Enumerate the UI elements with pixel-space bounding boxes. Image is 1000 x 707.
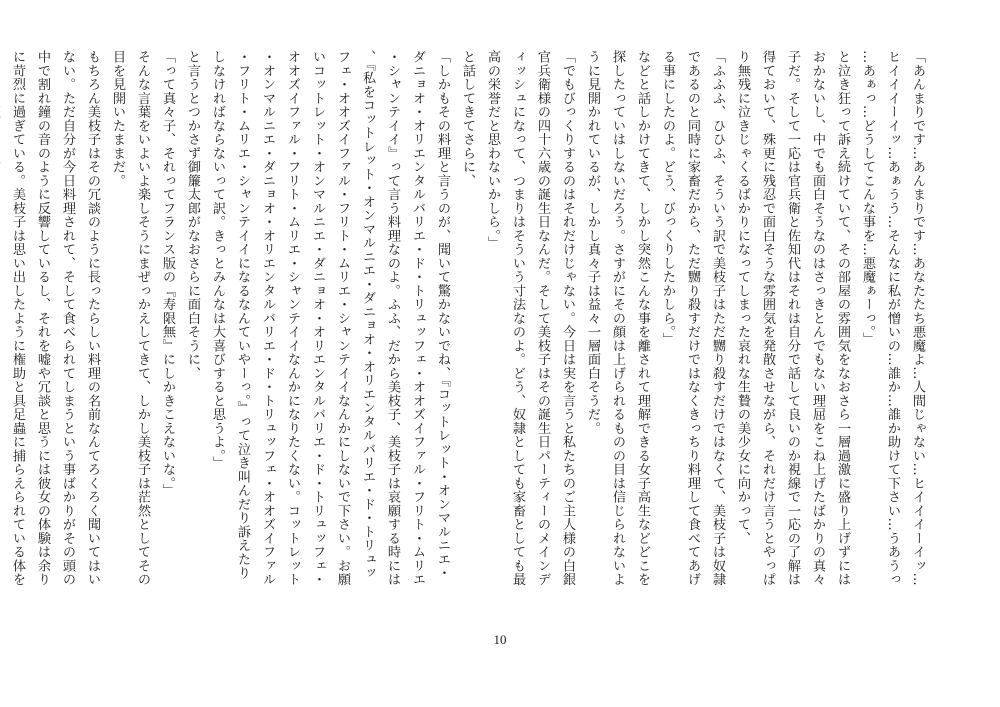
paragraph: もちろん美枝子はその冗談のように長ったらしい料理の名前なんてろくろく聞いてはいない。ただ自分が今日料理されて、そして食べられてしまうという事ばかりがその頭の中で割れ鐘の音のように反響しているし、それを嘘や冗談と思うには彼女の体験は余りに苛烈に過ぎている。美枝子は思い出したように権助と具足蟲に捕らえられている体を (10, 50, 100, 587)
paragraph: 「でもびっくりするのはそれだけじゃない。今日は実を言うと私たちのご主人様の白銀官兵衛様の四十六歳の誕生日なんだ。そして美枝子はその誕生日パーティーのメインディッシュになって、つまりはそういう寸法なのよ。どう、奴隷としても家畜としても最高の栄誉だと思わないかしら。」 (485, 50, 575, 587)
paragraph: などと話しかけてきて、しかし突然こんな事を離されて理解できる女子高生などどこを探したっていはしないだろう。さすがにその顔は上げられるものの目は信じられないように見開かれているが、しかし真々子は益々一層面白そうだ。 (585, 50, 650, 587)
vertical-text-body (10, 50, 930, 590)
paragraph: と泣き狂って訴え続けていて、その部屋の雰囲気をなおさら一層過激に盛り上げずにはおかないし、中でも面白そうなのはさっきとんでもない理屈をこね上げたばかりの真々子だ。そして一応は官兵衛と佐知代はそれは自分で話して良いのか視線で一応の了解は得ておいて、殊更に残忍で面白そうな雰囲気を発散させながら、それだけ言うとやっぱり無残に泣きじゃくるばかりになってしまった哀れな生贄の美少女に向かって、 (735, 50, 850, 587)
paragraph: 「って真々子、それってフランス版の『寿限無』にしかきこえないな。」 (160, 50, 175, 498)
paragraph: と言うとつかさず御簾太郎がなおさらに面白そうに、 (185, 50, 200, 380)
page-number: 10 (493, 632, 507, 647)
paragraph: と話してきてさらに、 (460, 50, 475, 188)
paragraph: そんな言葉をいよいよ楽しそうにまぜっかえしてきて、しかし美枝子は茫然としてその目を見開いたままだ。 (110, 50, 150, 587)
paragraph: 「ふふふ、ひひふ、そういう訳で美枝子はただ嬲り殺すだけではなくて、美枝子は奴隷であるのと同時に家畜だから、ただ嬲り殺すだけではなくきっちり料理して食べてあげる事にしたのよ。どう、びっくりしたかしら。」 (660, 50, 725, 587)
paragraph: 「しかもその料理と言うのが、聞いて驚かないでね、『コットレット・オンマルニエ・ダニョオ・オリエンタルバリエ・ド・トリュッフェ・オオズイファル・フリト・ムリエ・シャンテイイ』って言う料理なのよ。ふふ、だから美枝子、美枝子は哀願する時には、『私をコットレット・オンマルニエ・ダニョオ・オリエンタルバリエ・ド・トリュッフェ・オオズイファル・フリト・ムリエ・シャンテイイなんかにしないで下さい。お願いコットレット・オンマルニエ・ダニョオ・オリエンタルバリエ・ド・トリュッフェ・オオズイファル・フリト・ムリエ・シャンテイイなんかになりたくない。コットレット・オンマルニエ・ダニョオ・オリエンタルバリエ・ド・トリュッフェ・オオズイファル・フリト・ムリエ・シャンテイイになるなんていやーっ。』って泣き叫んだり訴えたりしなければならないって訳。きっとみんなは大喜びすると思うよ。」 (210, 50, 450, 587)
paragraph: 「あんまりです…あんまりです…あなたたち悪魔よ…人間じゃない…ヒイイイーイッ…ヒイイイーイッ…あぁうう…そんなに私が憎いの…誰か…誰か助けて下さい…うあうっ…あぁっ…どうしてこんな事を…悪魔ぁーっ。」 (860, 50, 925, 587)
